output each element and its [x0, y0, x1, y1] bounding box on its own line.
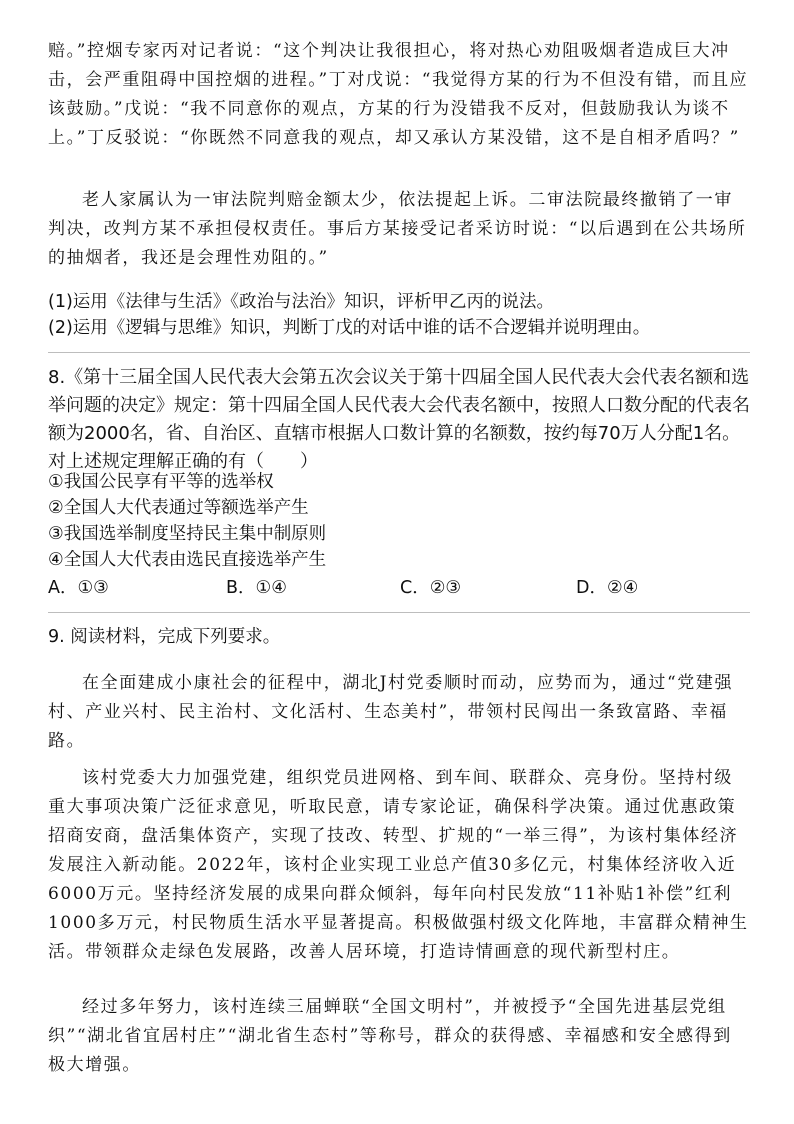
- choice-c[interactable]: C．②③: [400, 578, 462, 598]
- material-paragraph-appeal: 老人家属认为一审法院判赔金额太少，依法提起上诉。二审法院最终撤销了一审判决，改判方某不承担侵权责任。事后方某接受记者采访时说：“以后遇到在公共场所的抽烟者，我还是会理性劝阻的。”: [48, 190, 747, 268]
- statement-3: ③我国选举制度坚持民主集中制原则: [48, 524, 327, 544]
- question-8-choices: [48, 575, 750, 603]
- choice-a[interactable]: A．①③: [48, 578, 109, 598]
- task-2: (2)运用《逻辑与思维》知识，判断丁戊的对话中谁的话不合逻辑并说明理由。: [48, 318, 651, 338]
- choice-d[interactable]: D．②④: [576, 578, 639, 598]
- question-divider: [48, 352, 750, 353]
- question-divider: [48, 612, 750, 613]
- statement-1: ①我国公民享有平等的选举权: [48, 472, 274, 492]
- question-9-paragraph-3: 经过多年努力，该村连续三届蝉联“全国文明村”，并被授予“全国先进基层党组织”“湖北省宜居村庄”“湖北省生态村”等称号，群众的获得感、幸福感和安全感得到极大增强。: [48, 997, 732, 1075]
- question-8-statements: [48, 469, 750, 573]
- statement-2: ②全国人大代表通过等额选举产生: [48, 498, 309, 518]
- question-9-paragraph-2: 该村党委大力加强党建，组织党员进网格、到车间、联群众、亮身份。坚持村级重大事项决策广泛征求意见，听取民意，请专家论证，确保科学决策。通过优惠政策招商安商，盘活集体资产，实现了技改、转型、扩规的“一举三得”，为该村集体经济发展注入新动能。2022年，该村企业实现工业总产值30多亿元，村集体经济收入近6000万元。坚持经济发展的成果向群众倾斜，每年向村民发放“11补贴1补偿”红利1000多万元，村民物质生活水平显著提高。积极做强村级文化阵地，丰富群众精神生活。带领群众走绿色发展路，改善人居环境，打造诗情画意的现代新型村庄。: [48, 768, 749, 962]
- material-paragraph-continued: 赔。”控烟专家丙对记者说：“这个判决让我很担心，将对热心劝阻吸烟者造成巨大冲击，会严重阻碍中国控烟的进程。”丁对戊说：“我觉得方某的行为不但没有错，而且应该鼓励。”戊说：“我不同意你的观点，方某的行为没错我不反对，但鼓励我认为谈不上。”丁反驳说：“你既然不同意我的观点，却又承认方某没错，这不是自相矛盾吗？”: [48, 41, 749, 148]
- statement-4: ④全国人大代表由选民直接选举产生: [48, 550, 327, 570]
- question-9-paragraph-1: 在全面建成小康社会的征程中，湖北J村党委顺时而动，应势而为，通过“党建强村、产业兴村、民主治村、文化活村、生态美村”，带领村民闯出一条致富路、幸福路。: [48, 673, 734, 751]
- question-8-stem: 8.《第十三届全国人民代表大会第五次会议关于第十四届全国人民代表大会代表名额和选举问题的决定》规定：第十四届全国人民代表大会代表名额中，按照人口数分配的代表名额为2000名，省、自治区、直辖市根据人口数计算的名额数，按约每70万人分配1名。对上述规定理解正确的有（ ）: [48, 367, 750, 472]
- choice-b[interactable]: B．①④: [226, 578, 287, 598]
- task-1: (1)运用《法律与生活》《政治与法治》知识，评析甲乙丙的说法。: [48, 292, 555, 312]
- question-9-heading: 9. 阅读材料，完成下列要求。: [48, 627, 281, 647]
